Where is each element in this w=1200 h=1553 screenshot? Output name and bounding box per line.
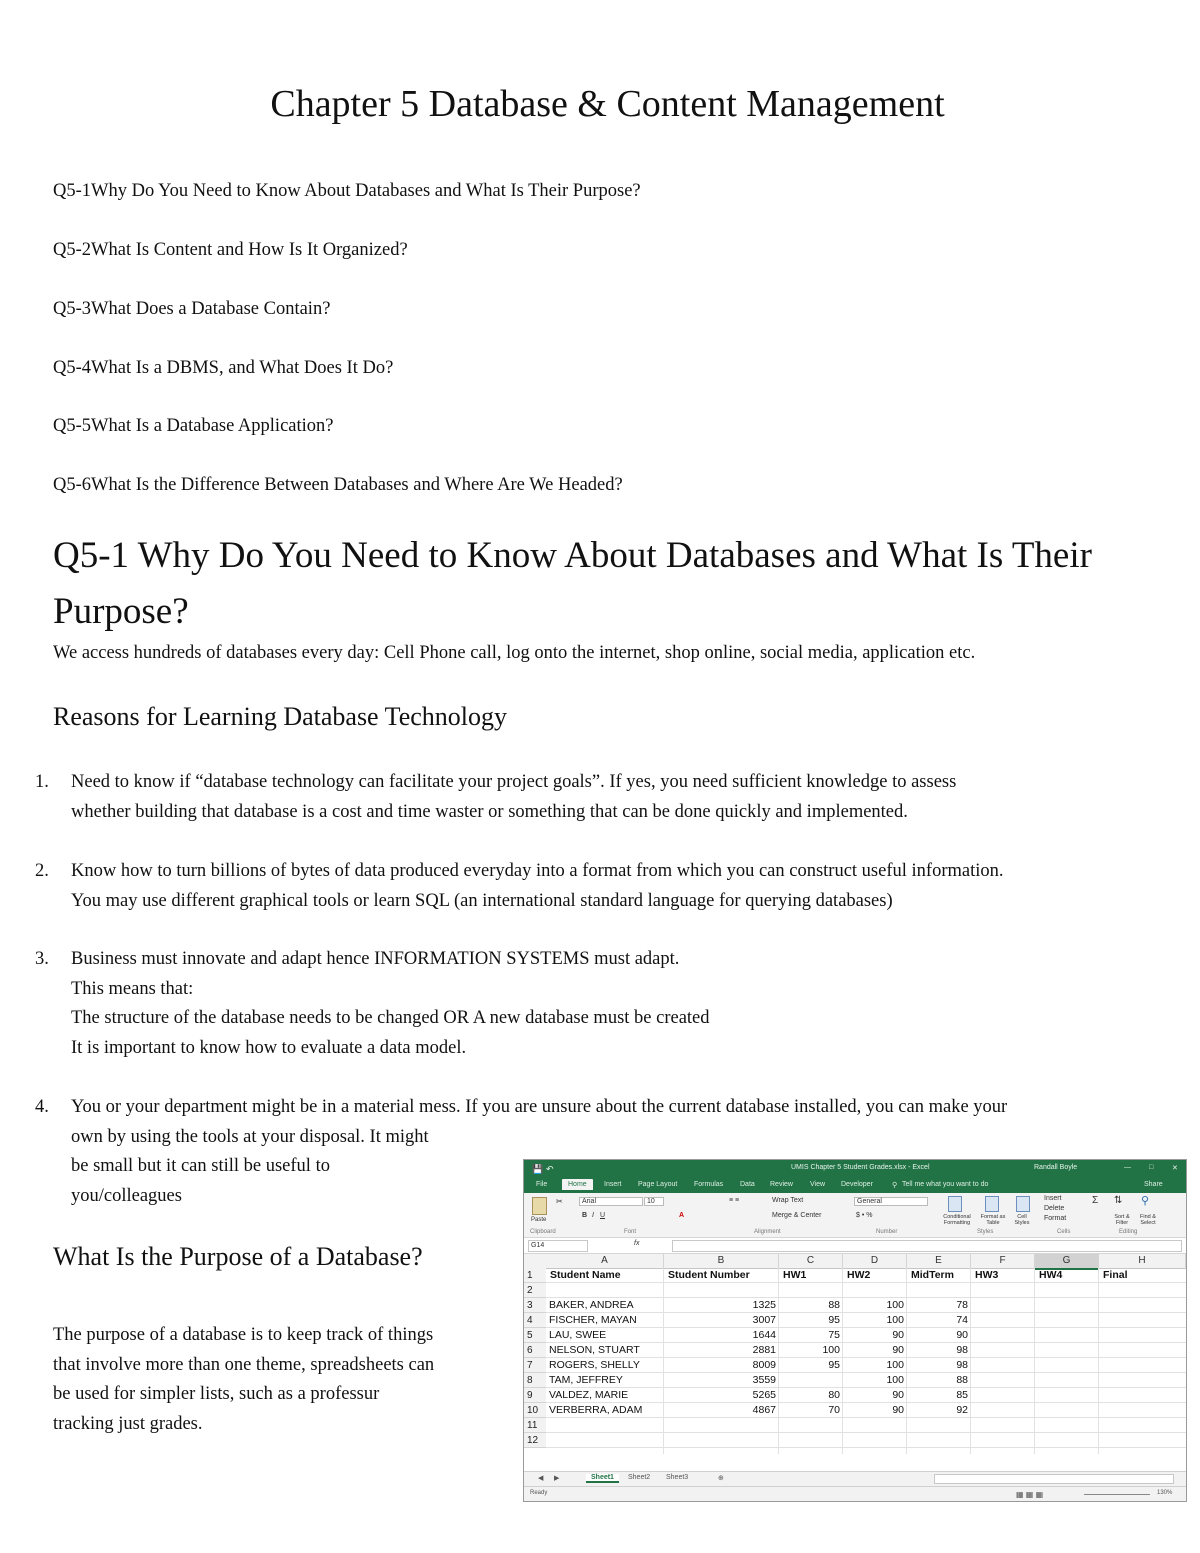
tab-view[interactable]: View [810,1181,826,1188]
font-color-icon[interactable]: A [679,1212,685,1219]
ribbon-tabs [524,1178,1186,1193]
purpose-paragraph [53,1321,503,1439]
table-cell[interactable]: 74 [956,1314,968,1326]
column-header[interactable]: F [971,1254,1035,1269]
toc-item: Q5-2What Is Content and How Is It Organized? [53,240,408,260]
table-cell[interactable]: 1325 [752,1299,776,1311]
table-cell[interactable]: 78 [956,1299,968,1311]
header-cell[interactable]: HW4 [1039,1269,1063,1281]
sheet-tab[interactable]: Sheet3 [666,1474,689,1481]
header-cell[interactable]: HW1 [783,1269,807,1281]
scroll-right-icon[interactable]: ▶ [554,1475,560,1482]
grid-line [970,1268,971,1454]
ribbon-group-label: Styles [977,1229,994,1235]
toc-item: Q5-3What Does a Database Contain? [53,299,331,319]
purpose-heading: What Is the Purpose of a Database? [53,1242,423,1271]
find-icon[interactable]: ⚲ [1141,1195,1150,1207]
toc-item: Q5-1Why Do You Need to Know About Databases and What Is Their Purpose? [53,181,641,201]
cut-icon[interactable]: ✂ [556,1197,563,1206]
font-size-select[interactable]: 10 [644,1197,664,1206]
column-header[interactable]: H [1099,1254,1186,1269]
row-header[interactable]: 6 [524,1343,546,1358]
table-cell[interactable]: 92 [956,1404,968,1416]
row-header[interactable]: 8 [524,1373,546,1388]
table-cell[interactable]: 98 [956,1344,968,1356]
wrap-text-button[interactable]: Wrap Text [772,1197,804,1204]
reason-line: be small but it can still be useful to [71,1156,330,1176]
ribbon-group-label: Font [624,1229,637,1235]
excel-screenshot [523,1159,1187,1502]
grid-line [1034,1268,1035,1454]
align-icon[interactable]: ≡ ≡ [729,1197,740,1204]
reason-number: 4. [35,1097,49,1117]
table-cell[interactable]: 90 [892,1329,904,1341]
minimize-icon[interactable]: — [1124,1164,1131,1171]
ribbon-group-label: Number [876,1229,898,1235]
bold-icon[interactable]: B [582,1212,588,1219]
spreadsheet-grid[interactable] [524,1254,1186,1454]
reason-line: This means that: [71,978,194,999]
find-select-label: Find & Select [1140,1214,1156,1226]
tab-insert[interactable]: Insert [604,1181,622,1188]
currency-icon[interactable]: $ • % [856,1212,873,1219]
share-button[interactable]: Share [1144,1181,1163,1188]
header-cell[interactable]: Student Number [668,1269,750,1281]
purpose-line: The purpose of a database is to keep track of things [53,1325,434,1345]
table-cell[interactable]: 2881 [752,1344,776,1356]
table-cell[interactable]: 8009 [752,1359,776,1371]
column-header[interactable]: A [546,1254,664,1269]
sheet-tabs [524,1471,1186,1486]
sheet-tab[interactable]: Sheet2 [628,1474,651,1481]
tab-data[interactable]: Data [740,1181,755,1188]
toc-item: Q5-5What Is a Database Application? [53,416,334,436]
table-cell[interactable]: 100 [886,1314,904,1326]
reason-line: whether building that database is a cost and time waster or something that can be done quickly and implemented. [71,801,908,822]
row-header[interactable]: 12 [524,1433,546,1448]
table-cell[interactable]: 90 [892,1344,904,1356]
row-header[interactable]: 1 [524,1268,546,1283]
select-all-corner[interactable] [524,1254,547,1269]
table-cell[interactable]: 3007 [752,1314,776,1326]
reason-number: 3. [35,949,49,969]
table-cell[interactable]: 85 [956,1389,968,1401]
reason-line: It is important to know how to evaluate a data model. [71,1037,467,1058]
row-header[interactable]: 2 [524,1283,546,1298]
toc-item: Q5-6What Is the Difference Between Databases and Where Are We Headed? [53,475,623,495]
zoom-slider[interactable] [1084,1494,1150,1495]
table-cell[interactable]: 98 [956,1359,968,1371]
header-cell[interactable]: Final [1103,1269,1128,1281]
merge-center-button[interactable]: Merge & Center [772,1212,822,1219]
sort-filter-label: Sort & Filter [1114,1214,1130,1226]
font-select[interactable]: Arial [579,1197,643,1206]
header-cell[interactable]: HW2 [847,1269,871,1281]
table-cell[interactable]: 100 [886,1299,904,1311]
reason-line: own by using the tools at your disposal. It might [71,1126,429,1147]
ribbon [524,1193,1186,1238]
table-cell[interactable]: 95 [828,1314,840,1326]
reason-line: Need to know if “database technology can facilitate your project goals”. If yes, you need sufficient knowledge to assess [71,772,957,792]
status-bar [524,1486,1186,1502]
sort-filter-icon[interactable]: ⇅ [1114,1195,1123,1206]
grid-line [546,1432,1186,1433]
table-cell[interactable]: FISCHER, MAYAN [549,1314,637,1326]
reason-line: you/colleagues [71,1185,182,1206]
tell-me-input[interactable]: Tell me what you want to do [902,1181,989,1188]
maximize-icon[interactable]: □ [1149,1164,1154,1171]
header-cell[interactable]: MidTerm [911,1269,954,1281]
user-name: Randall Boyle [1034,1164,1078,1171]
grid-line [546,1447,1186,1448]
format-as-table-icon[interactable] [985,1196,999,1212]
grid-line [663,1268,664,1454]
number-format-select[interactable]: General [854,1197,928,1206]
cell-styles-label: Cell Styles [1014,1214,1030,1226]
table-cell[interactable]: VERBERRA, ADAM [549,1404,643,1416]
reason-line: Business must innovate and adapt hence INFORMATION SYSTEMS must adapt. [71,949,680,969]
excel-title-bar [524,1160,1186,1178]
paste-icon[interactable] [532,1197,547,1215]
table-cell[interactable]: 70 [828,1404,840,1416]
purpose-line: be used for simpler lists, such as a professur [53,1384,380,1404]
table-cell[interactable]: 88 [956,1374,968,1386]
column-header[interactable]: B [664,1254,779,1269]
tab-formulas[interactable]: Formulas [694,1181,724,1188]
table-cell[interactable]: 100 [886,1374,904,1386]
lightbulb-icon: ⚲ [892,1182,898,1189]
undo-icon[interactable]: ↶ [546,1164,554,1174]
table-cell[interactable]: 5265 [752,1389,776,1401]
name-box[interactable]: G14 [528,1240,588,1252]
save-icon[interactable]: 💾 [532,1164,544,1174]
table-cell[interactable]: VALDEZ, MARIE [549,1389,629,1401]
tab-home[interactable]: Home [562,1179,593,1190]
status-text: Ready [530,1490,548,1496]
underline-icon[interactable]: U [600,1212,606,1219]
toc-item: Q5-4What Is a DBMS, and What Does It Do? [53,358,394,378]
column-header[interactable]: C [779,1254,843,1269]
cell-styles-icon[interactable] [1016,1196,1030,1212]
table-cell[interactable]: 90 [892,1404,904,1416]
table-cell[interactable]: 80 [828,1389,840,1401]
formula-input[interactable] [672,1240,1182,1252]
page-title: Chapter 5 Database & Content Management [270,83,945,125]
table-cell[interactable] [782,1373,840,1388]
autosum-icon[interactable]: Σ [1092,1195,1099,1206]
zoom-level: 130% [1157,1490,1173,1496]
reason-line: Know how to turn billions of bytes of data produced everyday into a format from which you can construct useful information. [71,861,1004,881]
sheet-tab[interactable]: Sheet1 [586,1474,619,1483]
row-header[interactable]: 3 [524,1298,546,1313]
column-header[interactable]: E [907,1254,971,1269]
function-icon[interactable]: fx [634,1240,640,1247]
close-icon[interactable]: ✕ [1172,1165,1178,1172]
reason-line: You may use different graphical tools or learn SQL (an international standard language for querying databases) [71,890,893,911]
table-cell[interactable]: 90 [956,1329,968,1341]
format-as-table-label: Format as Table [980,1214,1006,1226]
reason-number: 1. [35,772,49,792]
tab-file[interactable]: File [536,1181,548,1188]
table-cell[interactable]: ROGERS, SHELLY [549,1359,640,1371]
header-cell[interactable]: Student Name [550,1269,621,1281]
table-cell[interactable]: 4867 [752,1404,776,1416]
delete-cells-button[interactable]: Delete [1044,1205,1065,1212]
ribbon-group-label: Editing [1119,1229,1138,1235]
intro-text: We access hundreds of databases every day: Cell Phone call, log onto the internet, shop online, social media, application etc. [53,643,976,663]
grid-line [842,1268,843,1454]
scroll-left-icon[interactable]: ◀ [538,1475,544,1482]
table-cell[interactable]: 100 [822,1344,840,1356]
tab-review[interactable]: Review [770,1181,793,1188]
grid-line [906,1268,907,1454]
conditional-formatting-icon[interactable] [948,1196,962,1212]
row-header[interactable]: 7 [524,1358,546,1373]
grid-line [778,1268,779,1454]
view-icon[interactable]: ▦ ▦ ▦ [1016,1490,1044,1499]
row-header[interactable]: 5 [524,1328,546,1343]
table-cell[interactable]: 90 [892,1389,904,1401]
table-cell[interactable]: 100 [886,1359,904,1371]
table-cell[interactable]: 95 [828,1359,840,1371]
section-heading: Q5-1 Why Do You Need to Know About Databases and What Is Their Purpose? [53,535,1092,632]
grid-line [1098,1268,1099,1454]
table-cell[interactable]: BAKER, ANDREA [549,1299,634,1311]
column-header[interactable]: G [1035,1254,1099,1270]
row-header[interactable]: 9 [524,1388,546,1403]
conditional-formatting-label: Conditional Formatting [943,1214,971,1226]
ribbon-group-label: Alignment [754,1229,781,1235]
add-sheet-icon[interactable]: ⊕ [718,1475,724,1482]
table-cell[interactable]: NELSON, STUART [549,1344,640,1356]
tab-page-layout[interactable]: Page Layout [638,1181,678,1188]
table-cell[interactable]: LAU, SWEE [549,1329,607,1341]
header-cell[interactable]: HW3 [975,1269,999,1281]
paste-label: Paste [531,1217,547,1223]
table-cell[interactable]: 3559 [752,1374,776,1386]
reason-number: 2. [35,861,49,881]
row-header[interactable]: 4 [524,1313,546,1328]
purpose-line: tracking just grades. [53,1413,203,1434]
insert-cells-button[interactable]: Insert [1044,1195,1062,1202]
column-header[interactable]: D [843,1254,907,1269]
row-header[interactable]: 11 [524,1418,546,1433]
table-cell[interactable]: 88 [828,1299,840,1311]
table-cell[interactable]: 1644 [752,1329,776,1341]
table-cell[interactable]: 75 [828,1329,840,1341]
reasons-heading: Reasons for Learning Database Technology [53,702,507,731]
ribbon-group-label: Clipboard [530,1229,556,1235]
purpose-line: that involve more than one theme, spreadsheets can [53,1354,435,1375]
window-title: UMIS Chapter 5 Student Grades.xlsx - Excel [791,1164,930,1171]
italic-icon[interactable]: I [592,1212,594,1219]
horizontal-scrollbar[interactable] [934,1474,1174,1484]
reason-line: The structure of the database needs to be changed OR A new database must be created [71,1008,710,1028]
table-cell[interactable]: TAM, JEFFREY [549,1374,623,1386]
format-cells-button[interactable]: Format [1044,1215,1067,1222]
ribbon-group-label: Cells [1057,1229,1071,1235]
reason-line: You or your department might be in a material mess. If you are unsure about the current database installed, you can make your [71,1097,1008,1117]
tab-developer[interactable]: Developer [841,1181,873,1188]
formula-bar [524,1238,1186,1254]
row-header[interactable]: 10 [524,1403,546,1418]
